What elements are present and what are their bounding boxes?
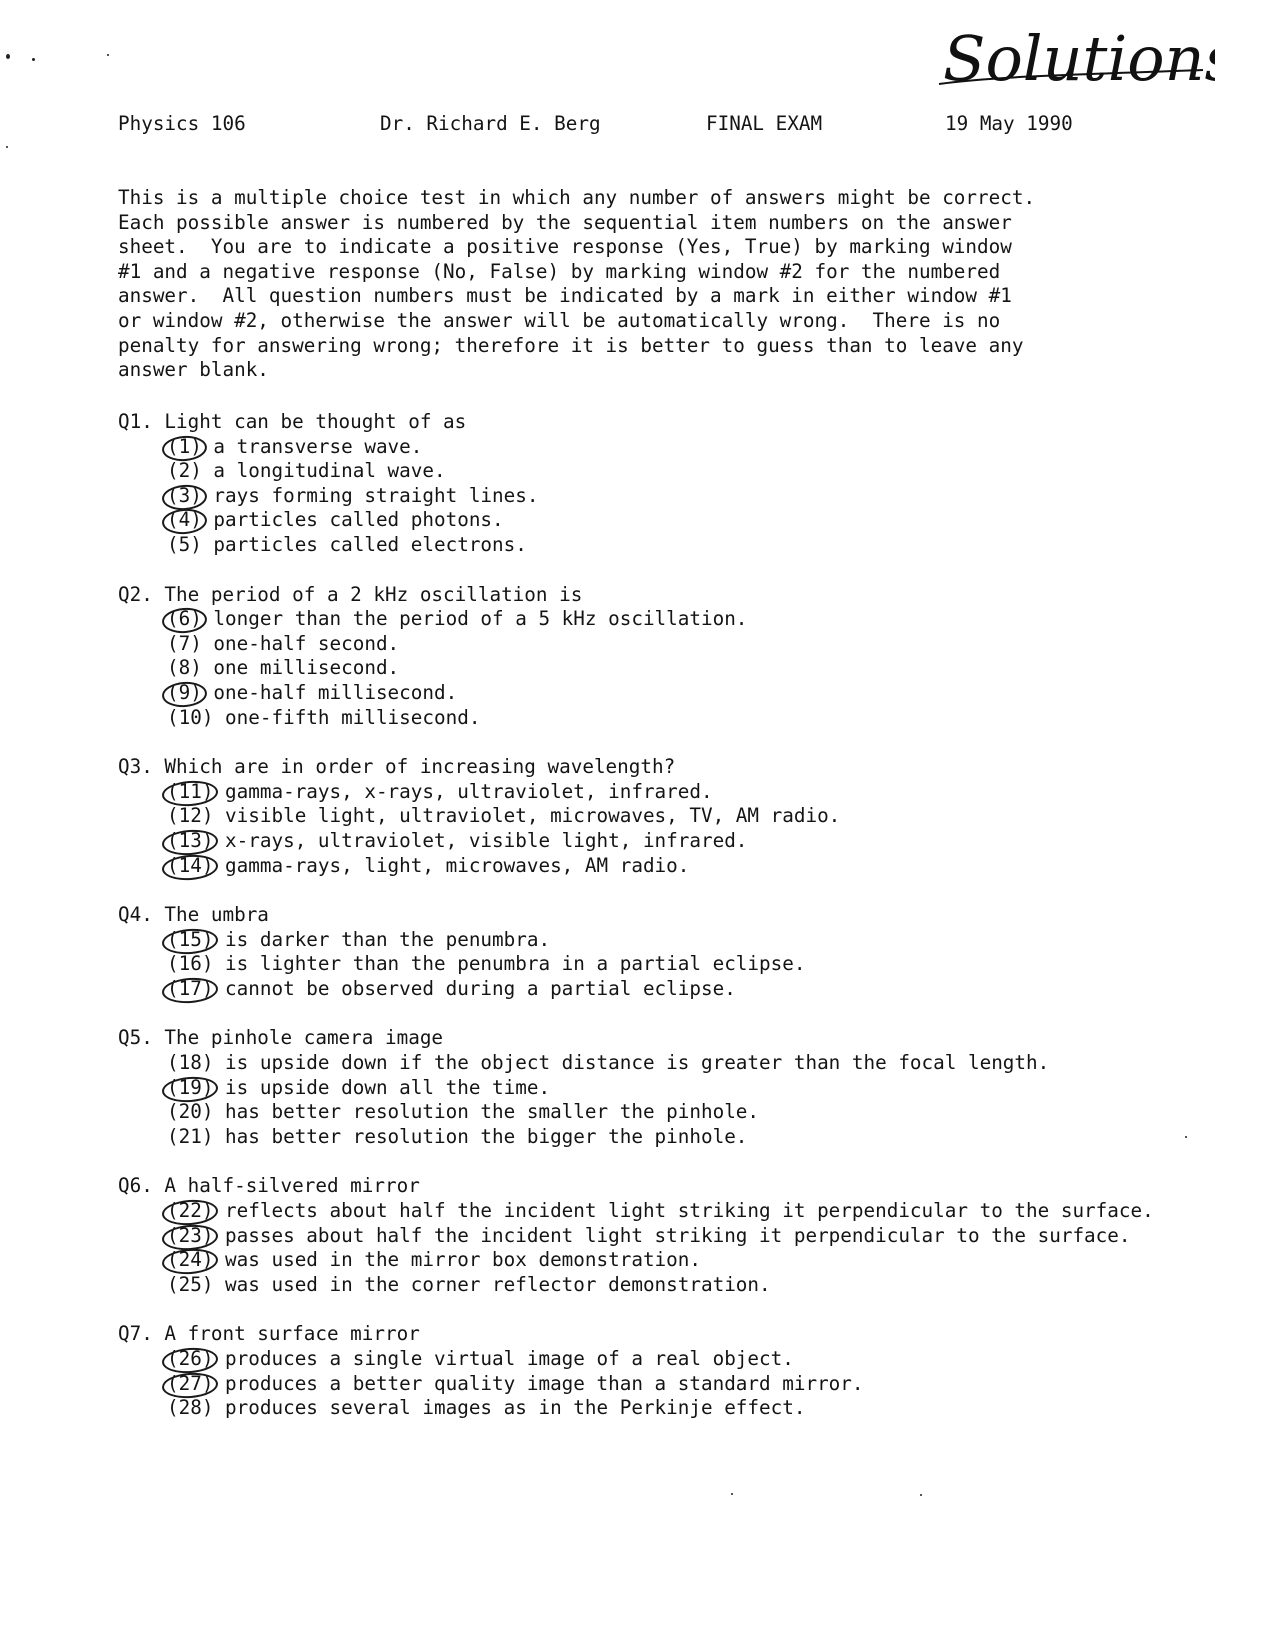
answer-option bbox=[167, 1125, 1258, 1150]
answer-text: produces several images as in the Perkinje effect. bbox=[213, 1396, 806, 1420]
circled-answer-number: (9) bbox=[167, 680, 202, 704]
question-3 bbox=[118, 755, 1258, 878]
answer-text: one millisecond. bbox=[201, 656, 400, 680]
answer-text: produces a single virtual image of a real object. bbox=[213, 1347, 794, 1370]
answer-text: was used in the mirror box demonstration. bbox=[213, 1248, 701, 1272]
answer-text: a transverse wave. bbox=[201, 434, 423, 458]
answer-number: (21) bbox=[167, 1124, 214, 1148]
answer-number: (12) bbox=[167, 804, 214, 828]
circled-answer-number: (24) bbox=[167, 1248, 214, 1272]
question-stem: Q5. The pinhole camera image bbox=[118, 1026, 444, 1050]
exam-date: 19 May 1990 bbox=[945, 112, 1073, 135]
answer-option bbox=[167, 1199, 1258, 1224]
answer-text: has better resolution the bigger the pinhole. bbox=[213, 1124, 748, 1148]
answer-option bbox=[167, 829, 1258, 854]
answer-text: has better resolution the smaller the pinhole. bbox=[213, 1100, 760, 1124]
answer-options bbox=[118, 780, 1258, 878]
question-stem: Q6. A half-silvered mirror bbox=[118, 1174, 420, 1198]
solutions-handwriting bbox=[935, 18, 1215, 108]
answer-text: rays forming straight lines. bbox=[201, 483, 539, 507]
answer-option bbox=[167, 459, 1258, 484]
answer-options bbox=[118, 1347, 1258, 1421]
circled-answer-number: (17) bbox=[167, 976, 214, 1000]
answer-text: passes about half the incident light striking it perpendicular to the surface. bbox=[213, 1223, 1131, 1247]
answer-text: particles called electrons. bbox=[201, 532, 527, 556]
answer-text: a longitudinal wave. bbox=[201, 459, 446, 483]
answer-option bbox=[167, 1248, 1258, 1273]
answer-options bbox=[118, 1051, 1258, 1149]
answer-option bbox=[167, 1273, 1258, 1298]
answer-text: gamma-rays, light, microwaves, AM radio. bbox=[213, 853, 690, 877]
question-stem: Q1. Light can be thought of as bbox=[118, 410, 467, 433]
answer-option bbox=[167, 1347, 1258, 1372]
answer-number: (18) bbox=[167, 1051, 214, 1075]
circled-answer-number: (3) bbox=[167, 483, 202, 507]
answer-option bbox=[167, 632, 1258, 657]
question-5 bbox=[118, 1026, 1258, 1149]
answer-text: is lighter than the penumbra in a partial eclipse. bbox=[213, 952, 806, 976]
answer-option bbox=[167, 928, 1258, 953]
exam-header bbox=[0, 112, 1280, 140]
answer-number: (2) bbox=[167, 459, 202, 483]
answer-option bbox=[167, 508, 1258, 533]
answer-option bbox=[167, 681, 1258, 706]
question-list bbox=[118, 410, 1258, 1446]
question-4 bbox=[118, 903, 1258, 1001]
answer-option bbox=[167, 977, 1258, 1002]
answer-text: x-rays, ultraviolet, visible light, infrared. bbox=[213, 828, 748, 852]
question-6 bbox=[118, 1174, 1258, 1297]
answer-text: reflects about half the incident light striking it perpendicular to the surface. bbox=[213, 1199, 1154, 1223]
answer-text: is darker than the penumbra. bbox=[213, 927, 551, 951]
answer-text: one-fifth millisecond. bbox=[213, 705, 481, 729]
answer-number: (7) bbox=[167, 631, 202, 655]
answer-text: longer than the period of a 5 kHz oscillation. bbox=[201, 607, 748, 631]
question-stem: Q2. The period of a 2 kHz oscillation is bbox=[118, 582, 583, 606]
question-1 bbox=[118, 410, 1258, 558]
question-stem: Q3. Which are in order of increasing wavelength? bbox=[118, 755, 676, 779]
circled-answer-number: (4) bbox=[167, 508, 202, 532]
solutions-annotation bbox=[935, 18, 1215, 108]
question-7 bbox=[118, 1322, 1258, 1420]
answer-option bbox=[167, 1100, 1258, 1125]
answer-text: one-half millisecond. bbox=[201, 680, 458, 704]
answer-options bbox=[118, 435, 1258, 558]
question-2 bbox=[118, 583, 1258, 731]
answer-number: (10) bbox=[167, 705, 214, 729]
answer-text: produces a better quality image than a standard mirror. bbox=[213, 1371, 864, 1395]
answer-option bbox=[167, 854, 1258, 879]
circled-answer-number: (19) bbox=[167, 1075, 214, 1099]
answer-option bbox=[167, 1224, 1258, 1249]
answer-option bbox=[167, 780, 1258, 805]
answer-text: cannot be observed during a partial eclipse. bbox=[213, 976, 736, 1000]
answer-number: (25) bbox=[167, 1272, 214, 1296]
answer-option bbox=[167, 435, 1258, 460]
answer-option bbox=[167, 1051, 1258, 1076]
circled-answer-number: (27) bbox=[167, 1371, 214, 1395]
answer-options bbox=[118, 607, 1258, 730]
question-stem: Q4. The umbra bbox=[118, 903, 269, 927]
instructor-name: Dr. Richard E. Berg bbox=[380, 112, 601, 135]
answer-text: is upside down all the time. bbox=[213, 1075, 551, 1099]
answer-number: (5) bbox=[167, 532, 202, 556]
solutions-annotation-text: Solutions bbox=[943, 22, 1215, 95]
answer-text: one-half second. bbox=[201, 631, 400, 655]
question-stem: Q7. A front surface mirror bbox=[118, 1322, 420, 1346]
answer-text: visible light, ultraviolet, microwaves, TV, AM radio. bbox=[213, 804, 841, 828]
answer-text: gamma-rays, x-rays, ultraviolet, infrared. bbox=[213, 779, 713, 803]
circled-answer-number: (14) bbox=[167, 853, 214, 877]
answer-option bbox=[167, 952, 1258, 977]
circled-answer-number: (11) bbox=[167, 779, 214, 803]
course-name: Physics 106 bbox=[118, 112, 246, 135]
circled-answer-number: (13) bbox=[167, 828, 214, 852]
answer-text: is upside down if the object distance is greater than the focal length. bbox=[213, 1051, 1050, 1075]
answer-text: was used in the corner reflector demonstration. bbox=[213, 1272, 771, 1296]
answer-number: (16) bbox=[167, 952, 214, 976]
answer-option bbox=[167, 484, 1258, 509]
circled-answer-number: (6) bbox=[167, 607, 202, 631]
circled-answer-number: (22) bbox=[167, 1199, 214, 1223]
answer-option bbox=[167, 607, 1258, 632]
answer-option bbox=[167, 804, 1258, 829]
answer-option bbox=[167, 533, 1258, 558]
answer-option bbox=[167, 1076, 1258, 1101]
circled-answer-number: (23) bbox=[167, 1223, 214, 1247]
exam-title: FINAL EXAM bbox=[706, 112, 823, 135]
answer-number: (8) bbox=[167, 656, 202, 680]
instructions-paragraph: This is a multiple choice test in which any number of answers might be correct. Each possible answer is numbered by the sequential item numbers on the answer sheet. You are to indicate a positive response (Yes, True) by marking window #1 and a negative response (No, False) by marking window #2 for the numbered answer. All question numbers must be indicated by a mark in either window #1 or window #2, otherwise the answer will be automatically wrong. There is no penalty for answering wrong; therefore it is better to guess than to leave any answer blank. bbox=[118, 186, 1036, 382]
circled-answer-number: (1) bbox=[167, 434, 202, 458]
answer-options bbox=[118, 1199, 1258, 1297]
circled-answer-number: (15) bbox=[167, 927, 214, 951]
answer-number: (20) bbox=[167, 1100, 214, 1124]
answer-option bbox=[167, 706, 1258, 731]
answer-option bbox=[167, 656, 1258, 681]
answer-text: particles called photons. bbox=[201, 508, 504, 532]
answer-number: (28) bbox=[167, 1396, 214, 1420]
circled-answer-number: (26) bbox=[167, 1347, 214, 1370]
answer-options bbox=[118, 928, 1258, 1002]
answer-option bbox=[167, 1372, 1258, 1397]
answer-option bbox=[167, 1396, 1258, 1421]
